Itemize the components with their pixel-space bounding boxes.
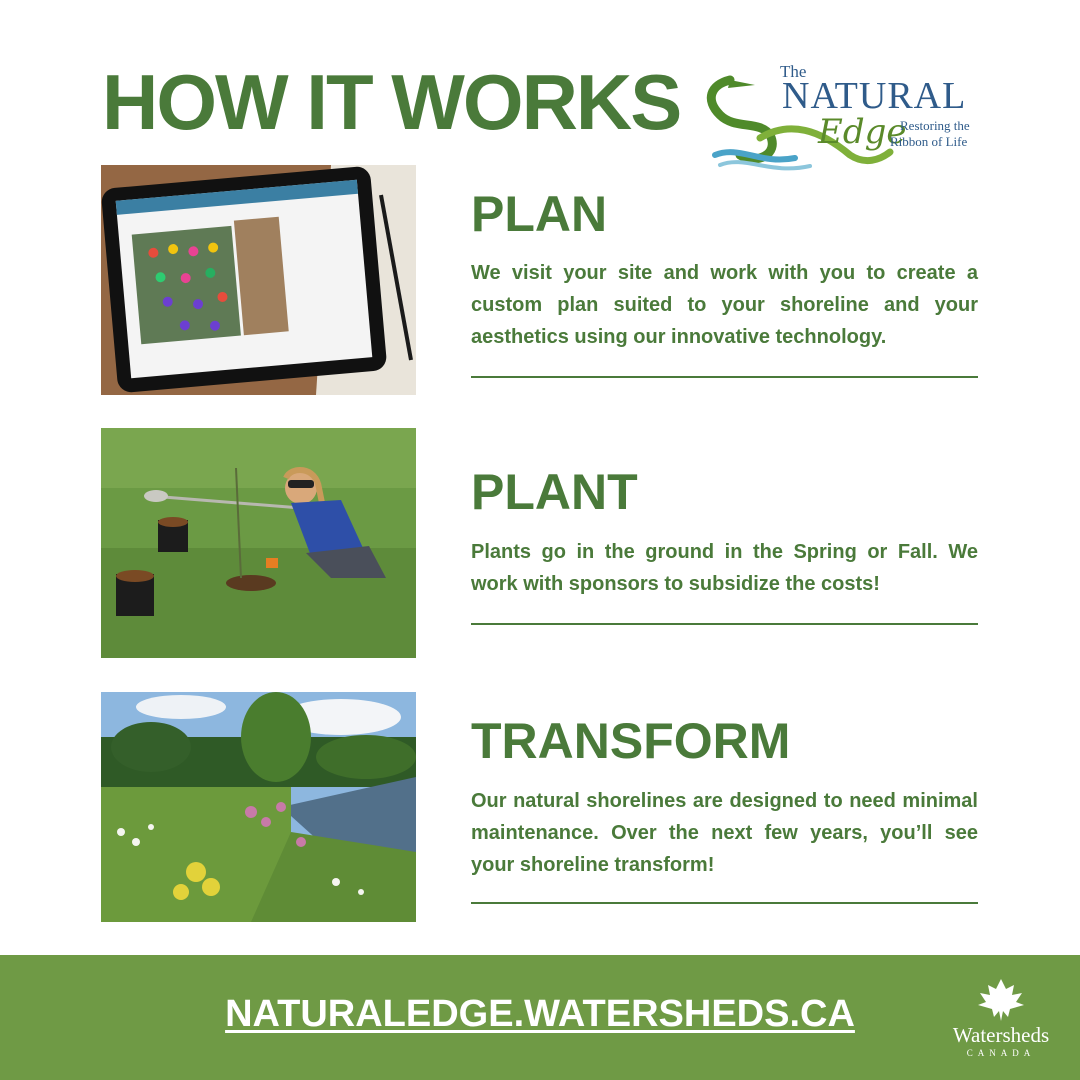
logo-tagline-2: Ribbon of Life <box>890 134 968 149</box>
step-text-plant: Plants go in the ground in the Spring or Fall. We work with sponsors to subsidize the costs! <box>471 541 978 595</box>
step-text-transform: Our natural shorelines are designed to need minimal maintenance. Over the next few years, you’ll see your shoreline transform! <box>471 790 978 876</box>
logo-tagline-1: Restoring the <box>900 118 970 133</box>
step-title-plant: PLANT <box>471 464 638 520</box>
watersheds-sub: CANADA <box>966 1048 1036 1058</box>
tablet-planning-photo <box>101 165 416 395</box>
logo-natural: NATURAL <box>782 75 967 117</box>
divider <box>471 623 978 625</box>
maple-leaf-icon <box>936 975 1066 1023</box>
planting-photo <box>101 428 416 658</box>
website-link[interactable]: NATURALEDGE.WATERSHEDS.CA <box>225 993 855 1035</box>
divider <box>471 902 978 904</box>
footer <box>0 955 1080 1080</box>
logo-edge: Edge <box>818 112 907 152</box>
shoreline-photo <box>101 692 416 922</box>
divider <box>471 376 978 378</box>
watersheds-name: Watersheds <box>952 1023 1050 1047</box>
step-text-plan: We visit your site and work with you to create a custom plan suited to your shoreline and your aesthetics using our innovative technology. <box>471 262 978 348</box>
logo-the: The <box>780 62 807 81</box>
natural-edge-logo <box>700 60 985 180</box>
step-title-transform: TRANSFORM <box>471 713 791 769</box>
watersheds-canada-logo <box>936 975 1066 1070</box>
page-title: HOW IT WORKS <box>102 58 681 146</box>
step-title-plan: PLAN <box>471 186 608 242</box>
